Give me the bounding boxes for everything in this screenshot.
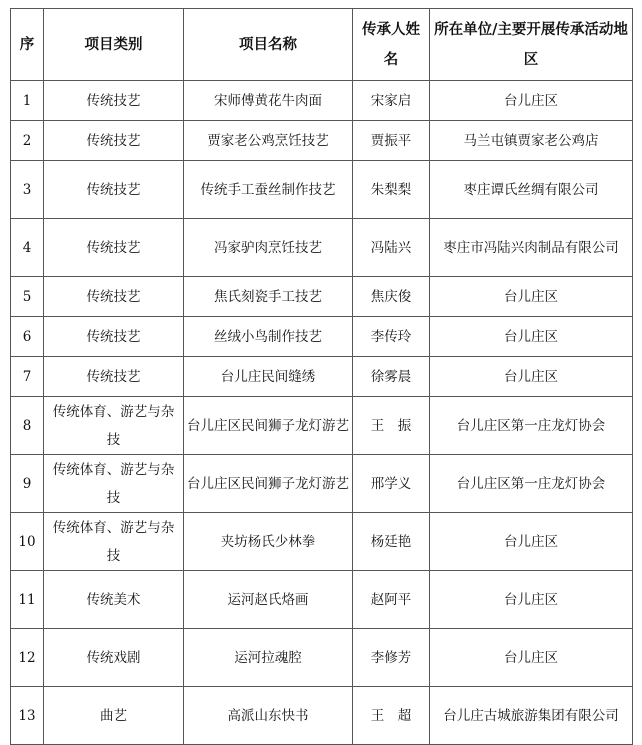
cell-heir: 徐雾晨 [353,357,430,397]
cell-heir: 宋家启 [353,81,430,121]
table-row [11,513,633,571]
cell-heir: 王 振 [353,397,430,455]
table-row [11,121,633,161]
cell-name: 冯家驴肉烹饪技艺 [184,219,353,277]
cell-seq: 2 [11,121,44,161]
cell-name: 运河拉魂腔 [184,629,353,687]
cell-name: 焦氏刻瓷手工技艺 [184,277,353,317]
cell-heir: 杨廷艳 [353,513,430,571]
cell-category: 传统技艺 [44,277,184,317]
cell-seq: 3 [11,161,44,219]
table-row [11,571,633,629]
cell-category: 传统体育、游艺与杂技 [44,455,184,513]
cell-category: 曲艺 [44,687,184,745]
table-row [11,455,633,513]
cell-seq: 13 [11,687,44,745]
cell-heir: 赵阿平 [353,571,430,629]
cell-category: 传统体育、游艺与杂技 [44,397,184,455]
table-row [11,161,633,219]
cell-heir: 冯陆兴 [353,219,430,277]
cell-category: 传统技艺 [44,121,184,161]
cell-seq: 6 [11,317,44,357]
cell-category: 传统戏剧 [44,629,184,687]
cell-unit: 台儿庄区 [430,277,633,317]
cell-name: 夹坊杨氏少林拳 [184,513,353,571]
cell-name: 宋师傅黄花牛肉面 [184,81,353,121]
cell-seq: 11 [11,571,44,629]
header-category: 项目类别 [44,9,184,81]
cell-name: 传统手工蚕丝制作技艺 [184,161,353,219]
cell-heir: 李修芳 [353,629,430,687]
cell-category: 传统技艺 [44,161,184,219]
cell-heir: 焦庆俊 [353,277,430,317]
cell-seq: 7 [11,357,44,397]
cell-unit: 台儿庄古城旅游集团有限公司 [430,687,633,745]
cell-seq: 9 [11,455,44,513]
cell-seq: 1 [11,81,44,121]
cell-category: 传统技艺 [44,357,184,397]
cell-unit: 台儿庄区第一庄龙灯协会 [430,397,633,455]
cell-unit: 枣庄谭氏丝绸有限公司 [430,161,633,219]
header-heir: 传承人姓名 [353,9,430,81]
cell-unit: 台儿庄区 [430,81,633,121]
table-row [11,629,633,687]
cell-category: 传统体育、游艺与杂技 [44,513,184,571]
cell-category: 传统技艺 [44,219,184,277]
table-row [11,397,633,455]
table-row [11,357,633,397]
cell-seq: 12 [11,629,44,687]
cell-name: 台儿庄区民间狮子龙灯游艺 [184,397,353,455]
table-row [11,219,633,277]
cell-name: 贾家老公鸡烹饪技艺 [184,121,353,161]
cell-unit: 台儿庄区 [430,357,633,397]
cell-seq: 8 [11,397,44,455]
cell-heir: 邢学义 [353,455,430,513]
cell-heir: 李传玲 [353,317,430,357]
cell-heir: 王 超 [353,687,430,745]
cell-unit: 马兰屯镇贾家老公鸡店 [430,121,633,161]
header-seq: 序 [11,9,44,81]
cell-name: 高派山东快书 [184,687,353,745]
table-row [11,81,633,121]
table-row [11,277,633,317]
cell-name: 丝绒小鸟制作技艺 [184,317,353,357]
cell-seq: 5 [11,277,44,317]
cell-category: 传统技艺 [44,81,184,121]
heritage-inheritors-table [10,8,633,745]
cell-unit: 台儿庄区第一庄龙灯协会 [430,455,633,513]
cell-unit: 台儿庄区 [430,317,633,357]
cell-unit: 台儿庄区 [430,629,633,687]
table-header-row [11,9,633,81]
table-row [11,687,633,745]
cell-name: 台儿庄区民间狮子龙灯游艺 [184,455,353,513]
cell-category: 传统技艺 [44,317,184,357]
cell-name: 运河赵氏烙画 [184,571,353,629]
cell-heir: 贾振平 [353,121,430,161]
cell-unit: 枣庄市冯陆兴肉制品有限公司 [430,219,633,277]
cell-heir: 朱梨梨 [353,161,430,219]
header-unit: 所在单位/主要开展传承活动地区 [430,9,633,81]
cell-unit: 台儿庄区 [430,571,633,629]
header-name: 项目名称 [184,9,353,81]
cell-seq: 4 [11,219,44,277]
table-row [11,317,633,357]
cell-category: 传统美术 [44,571,184,629]
cell-name: 台儿庄民间缝绣 [184,357,353,397]
cell-unit: 台儿庄区 [430,513,633,571]
cell-seq: 10 [11,513,44,571]
